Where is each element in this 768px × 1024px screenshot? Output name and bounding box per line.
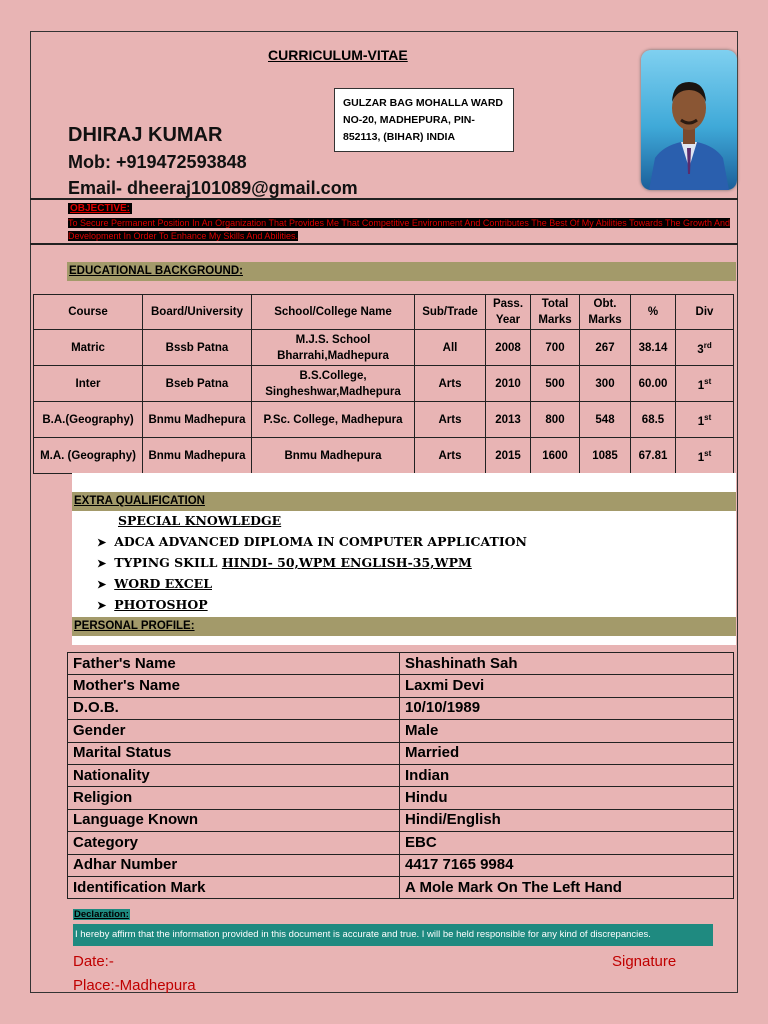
table-row: D.O.B. 10/10/1989 [68, 697, 734, 719]
personal-profile-band [72, 617, 736, 636]
education-heading-band [67, 262, 736, 281]
column-header: Sub/Trade [415, 295, 486, 330]
email-address: Email- dheeraj101089@gmail.com [68, 178, 358, 198]
table-row: M.A. (Geography) Bnmu Madhepura Bnmu Madhepura Arts 2015 1600 1085 67.81 1st [34, 438, 734, 474]
extra-qualification-heading: EXTRA QUALIFICATION [74, 495, 205, 507]
objective-heading: OBJECTIVE: [70, 203, 131, 214]
table-row: Category EBC [68, 832, 734, 854]
education-heading: EDUCATIONAL BACKGROUND: [69, 265, 243, 277]
candidate-name: DHIRAJ KUMAR [68, 124, 223, 146]
table-row: Adhar Number 4417 7165 9984 [68, 854, 734, 876]
divider [30, 198, 738, 200]
special-knowledge-title: SPECIAL KNOWLEDGE [118, 513, 282, 528]
arrow-bullet-icon: ➤ [97, 599, 107, 612]
table-row: B.A.(Geography) Bnmu Madhepura P.Sc. College, Madhepura Arts 2013 800 548 68.5 1st [34, 402, 734, 438]
mobile-number: Mob: +919472593848 [68, 152, 247, 172]
objective-text: To Secure Permanent Position In An Organization That Provides Me That Competitive Environment And Contributes The Best Of My Abilities Towards The Growth And Development In Order To Enhance My Skills And Abilities. [68, 218, 731, 241]
column-header: School/College Name [252, 295, 415, 330]
list-item: ➤ WORD EXCEL [97, 576, 212, 591]
column-header: % [631, 295, 676, 330]
table-row: Father's Name Shashinath Sah [68, 653, 734, 675]
address-box: GULZAR BAG MOHALLA WARD NO-20, MADHEPURA, PIN-852113, (BIHAR) INDIA [334, 88, 514, 152]
table-row: Identification Mark A Mole Mark On The Left Hand [68, 876, 734, 898]
list-item: ➤ PHOTOSHOP [97, 597, 208, 612]
declaration-text: I hereby affirm that the information provided in this document is accurate and true. I will be held responsible for any kind of discrepancies. [73, 924, 713, 946]
column-header: Course [34, 295, 143, 330]
table-row: Mother's Name Laxmi Devi [68, 675, 734, 697]
arrow-bullet-icon: ➤ [97, 557, 107, 570]
extra-qualification-band [72, 492, 736, 511]
column-header: Obt. Marks [580, 295, 631, 330]
divider [30, 243, 738, 245]
declaration-heading: Declaration: [74, 909, 129, 920]
place-label: Place:-Madhepura [73, 977, 196, 994]
table-row: Marital Status Married [68, 742, 734, 764]
date-label: Date:- [73, 953, 114, 970]
signature-label: Signature [612, 953, 677, 970]
profile-photo [641, 50, 737, 190]
document-title: CURRICULUM-VITAE [268, 47, 408, 63]
education-table [33, 294, 734, 474]
table-row: Religion Hindu [68, 787, 734, 809]
table-row: Matric Bssb Patna M.J.S. School Bharrahi,Madhepura All 2008 700 267 38.14 3rd [34, 330, 734, 366]
personal-profile-table [67, 652, 734, 899]
table-row: Nationality Indian [68, 764, 734, 786]
table-row: Gender Male [68, 720, 734, 742]
arrow-bullet-icon: ➤ [97, 536, 107, 549]
column-header: Pass. Year [486, 295, 531, 330]
table-row: Inter Bseb Patna B.S.College, Singheshwar,Madhepura Arts 2010 500 300 60.00 1st [34, 366, 734, 402]
list-item: ➤ ADCA ADVANCED DIPLOMA IN COMPUTER APPLICATION [97, 534, 527, 549]
column-header: Total Marks [531, 295, 580, 330]
list-item: ➤ TYPING SKILL HINDI- 50,WPM ENGLISH-35,WPM [97, 555, 472, 570]
personal-profile-heading: PERSONAL PROFILE: [74, 620, 195, 632]
column-header: Board/University [143, 295, 252, 330]
table-row: Language Known Hindi/English [68, 809, 734, 831]
column-header: Div [676, 295, 734, 330]
table-header-row [34, 295, 734, 330]
arrow-bullet-icon: ➤ [97, 578, 107, 591]
